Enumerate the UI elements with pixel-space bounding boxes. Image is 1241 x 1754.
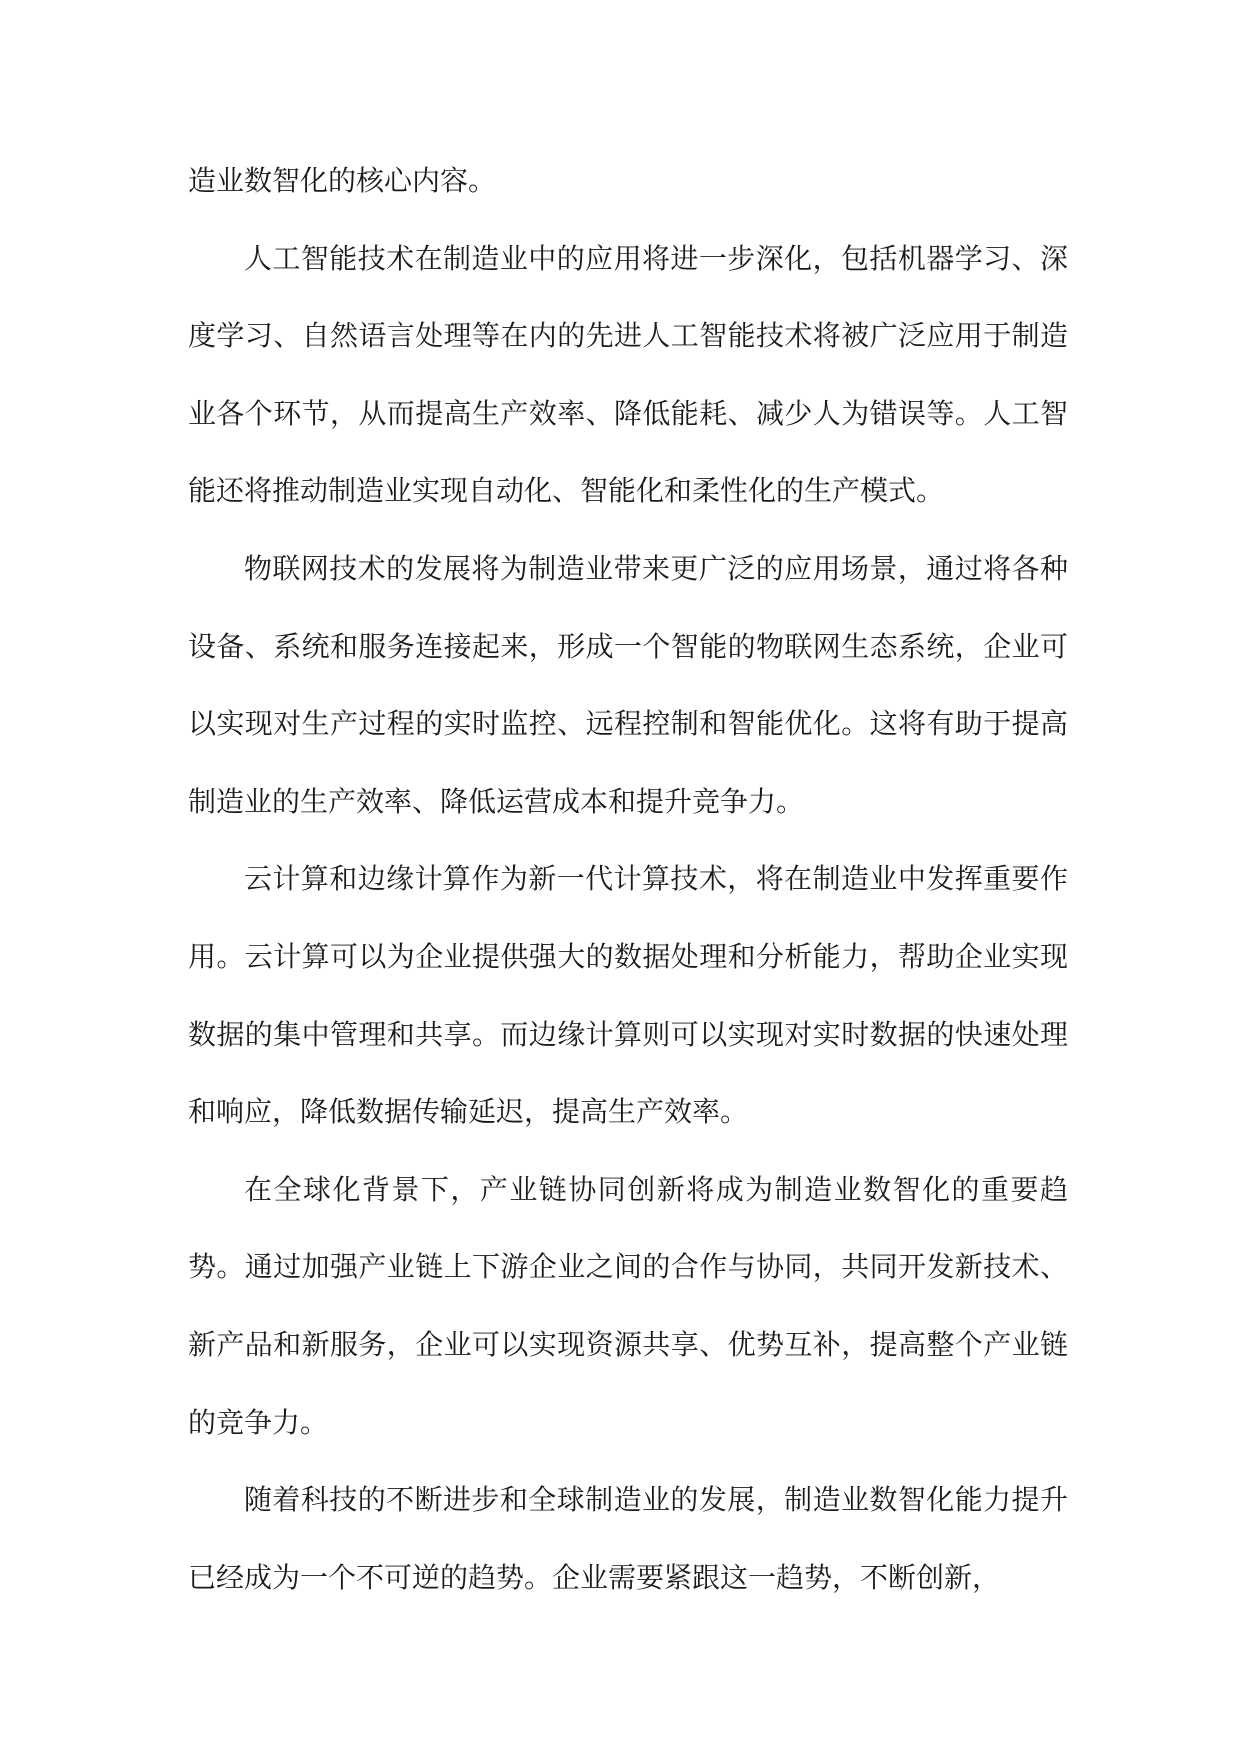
paragraph-6: 随着科技的不断进步和全球制造业的发展，制造业数智化能力提升已经成为一个不可逆的趋势。企业需要紧跟这一趋势，不断创新， [188,1483,1068,1594]
paragraph-1: 造业数智化的核心内容。 [188,164,497,197]
paragraph-3: 物联网技术的发展将为制造业带来更广泛的应用场景，通过将各种设备、系统和服务连接起来，形成一个智能的物联网生态系统，企业可以实现对生产过程的实时监控、远程控制和智能优化。这将有助于提高制造业的生产效率、降低运营成本和提升竞争力。 [188,551,1068,818]
paragraph-2: 人工智能技术在制造业中的应用将进一步深化，包括机器学习、深度学习、自然语言处理等在内的先进人工智能技术将被广泛应用于制造业各个环节，从而提高生产效率、降低能耗、减少人为错误等。人工智能还将推动制造业实现自动化、智能化和柔性化的生产模式。 [188,241,1068,508]
paragraph-4: 云计算和边缘计算作为新一代计算技术，将在制造业中发挥重要作用。云计算可以为企业提供强大的数据处理和分析能力，帮助企业实现数据的集中管理和共享。而边缘计算则可以实现对实时数据的快速处理和响应，降低数据传输延迟，提高生产效率。 [188,862,1068,1129]
document-body [188,142,1068,1616]
paragraph-5: 在全球化背景下，产业链协同创新将成为制造业数智化的重要趋势。通过加强产业链上下游企业之间的合作与协同，共同开发新技术、新产品和新服务，企业可以实现资源共享、优势互补，提高整个产业链的竞争力。 [188,1172,1068,1439]
